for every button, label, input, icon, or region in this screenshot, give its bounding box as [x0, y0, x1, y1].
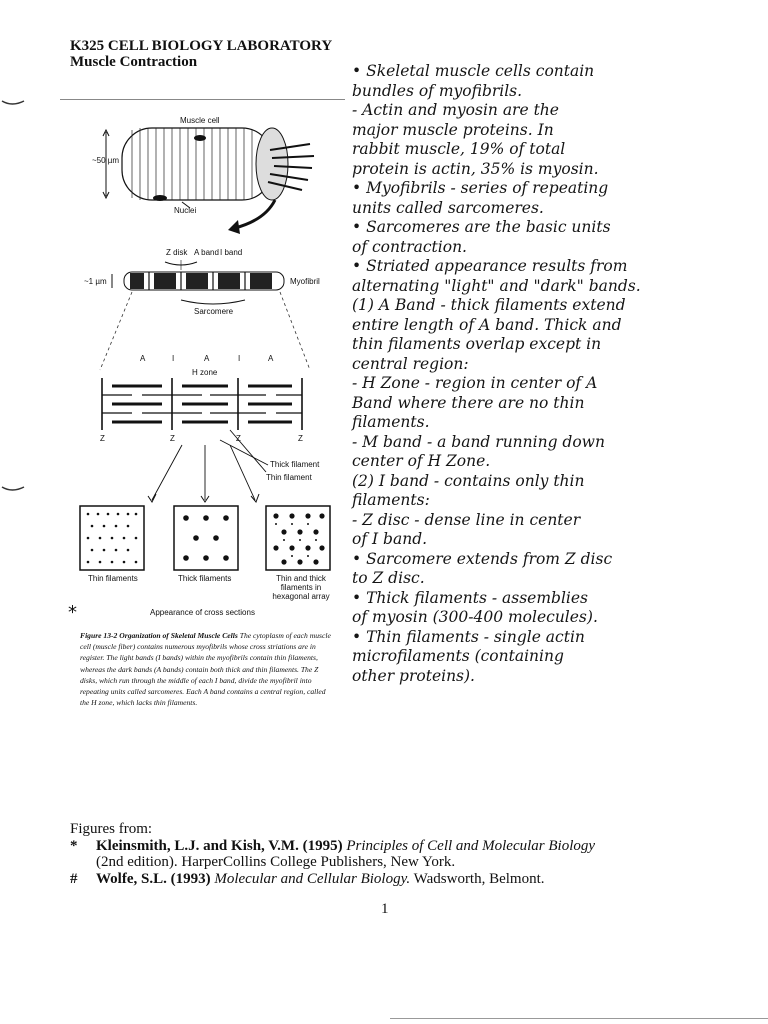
reference-mark: # — [70, 870, 78, 887]
note-line: of myosin (300-400 molecules). — [352, 608, 598, 626]
reference-title: Principles of Cell and Molecular Biology — [346, 837, 596, 854]
note-line: major muscle proteins. In — [352, 120, 554, 139]
label-muscle-cell: Muscle cell — [180, 116, 220, 125]
label-z-2: Z — [170, 434, 175, 443]
reference-title: Molecular and Cellular Biology. — [214, 870, 411, 887]
references — [70, 821, 710, 887]
note-line: entire length of A band. Thick and — [352, 315, 622, 334]
reference-authors: Wolfe, S.L. (1993) — [96, 870, 211, 887]
note-line: thin filaments overlap except in — [352, 335, 602, 353]
cross-section-hexagonal — [266, 506, 330, 570]
myofibril-drawing — [112, 260, 284, 304]
note-line: • Sarcomeres are the basic units — [352, 218, 611, 236]
note-line: central region: — [352, 354, 469, 373]
reference-authors: Kleinsmith, L.J. and Kish, V.M. (1995) — [96, 837, 343, 854]
muscle-diagram — [70, 100, 360, 620]
note-line: (2) I band - contains only thin — [352, 471, 585, 490]
page-number: 1 — [381, 901, 389, 917]
reference-item — [70, 838, 710, 855]
note-line: • Skeletal muscle cells contain — [352, 62, 595, 80]
note-line: protein is actin, 35% is myosin. — [352, 159, 599, 178]
sarcomere-detail-drawing — [102, 378, 302, 502]
note-line: alternating "light" and "dark" bands. — [352, 276, 641, 295]
note-line: filaments: — [352, 491, 430, 509]
note-line: Band where there are no thin — [352, 393, 585, 412]
label-nuclei: Nuclei — [174, 206, 197, 215]
reference-rest: (2nd edition). HarperCollins College Publishers, New York. — [96, 854, 456, 870]
note-line: - Actin and myosin are the — [352, 101, 559, 119]
note-line: • Striated appearance results from — [352, 257, 628, 275]
label-thick-filament: Thick filament — [270, 460, 320, 469]
label-z-disk: Z disk — [166, 248, 188, 257]
cross-sections-title: Appearance of cross sections — [150, 608, 255, 617]
label-scale-1: ~1 µm — [84, 277, 107, 286]
label-thick-filaments: Thick filaments — [178, 574, 232, 583]
label-i-1: I — [172, 354, 175, 363]
note-line: • Sarcomere extends from Z disc — [352, 549, 613, 568]
note-line: bundles of myofibrils. — [352, 81, 523, 100]
reference-item — [70, 871, 710, 888]
cross-section-thick — [174, 506, 238, 570]
note-line: • Thick filaments - assemblies — [352, 588, 588, 607]
muscle-figure — [70, 100, 360, 620]
note-line: to Z disc. — [352, 569, 425, 587]
muscle-cell-drawing — [103, 128, 314, 234]
label-h-zone: H zone — [192, 368, 218, 377]
note-line: of contraction. — [352, 237, 467, 256]
note-line: - H Zone - region in center of A — [352, 374, 598, 392]
note-line: • Myofibrils - series of repeating — [352, 179, 609, 197]
note-line: other proteins). — [352, 666, 475, 685]
caption-text: The cytoplasm of each muscle cell (muscle fiber) contains numerous myofibrils whose cross striations are in register. The light bands (I bands) within the myofibrils contain thin filaments, whereas the dark bands (A bands) contain both thick and thin filaments. The Z disks, which run through the middle of each I band, divide the myofibril into repeating units called sarcomeres. Each A band contains a central region, called the H zone, which lacks thin filaments. — [80, 631, 331, 708]
cross-section-thin — [80, 506, 144, 570]
label-a-band: A band — [194, 248, 219, 257]
note-line: of I band. — [352, 530, 428, 548]
label-scale-50: ~50 µm — [92, 156, 120, 165]
references-intro: Figures from: — [70, 821, 153, 837]
caption-title: Organization of Skeletal Muscle Cells — [119, 631, 238, 640]
handwritten-notes — [352, 62, 760, 686]
figure-caption — [80, 630, 335, 708]
label-thin-filament: Thin filament — [266, 473, 312, 482]
document-title: K325 CELL BIOLOGY LABORATORY — [70, 38, 333, 54]
document-subtitle: Muscle Contraction — [70, 54, 198, 70]
label-thin-filaments: Thin filaments — [88, 574, 138, 583]
reference-rest: Wadsworth, Belmont. — [413, 870, 545, 887]
note-line: units called sarcomeres. — [352, 198, 544, 217]
label-a-1: A — [140, 354, 146, 363]
note-line: microfilaments (containing — [352, 647, 564, 665]
scan-margin-marks — [0, 95, 30, 515]
caption-label: Figure 13-2 — [80, 631, 118, 640]
bottom-rule — [390, 1018, 768, 1019]
note-line: - Z disc - dense line in center — [352, 510, 581, 529]
note-line: • Thin filaments - single actin — [352, 627, 585, 646]
reference-mark: * — [70, 837, 78, 854]
note-line: - M band - a band running down — [352, 432, 605, 451]
note-line: (1) A Band - thick filaments extend — [352, 296, 626, 314]
note-line: center of H Zone. — [352, 452, 491, 470]
label-a-2: A — [204, 354, 210, 363]
label-a-3: A — [268, 354, 274, 363]
label-myofibril: Myofibril — [290, 277, 320, 286]
label-sarcomere: Sarcomere — [194, 307, 234, 316]
figure-star-mark: * — [68, 602, 77, 623]
label-z-1: Z — [100, 434, 105, 443]
note-line: rabbit muscle, 19% of total — [352, 140, 566, 158]
label-i-2: I — [238, 354, 241, 363]
label-i-band: I band — [220, 248, 243, 257]
label-z-3: Z — [236, 434, 241, 443]
label-thin-and-thick: Thin and thick filaments in hexagonal array — [272, 574, 330, 601]
label-z-4: Z — [298, 434, 303, 443]
note-line: filaments. — [352, 413, 430, 431]
